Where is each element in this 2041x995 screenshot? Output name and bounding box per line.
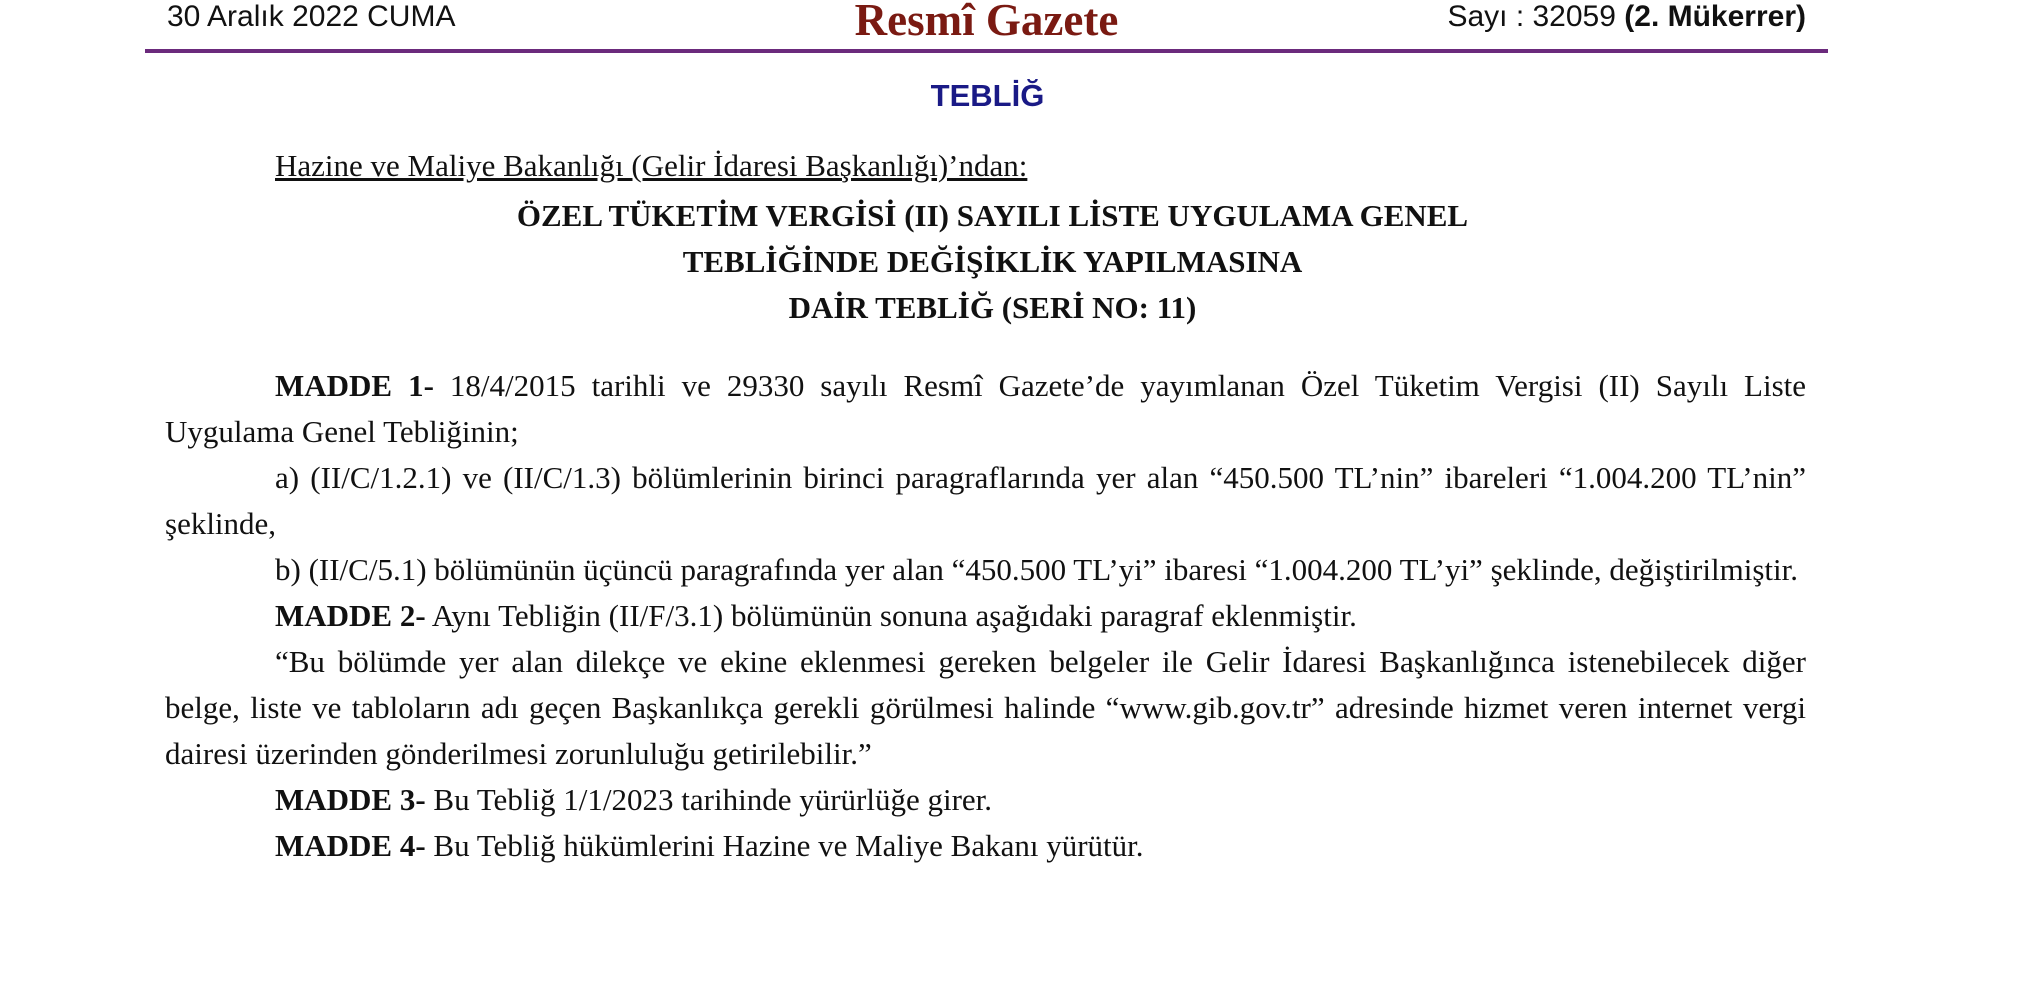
- issue-suffix: (2. Mükerrer): [1624, 0, 1806, 33]
- document-body: [165, 143, 1806, 869]
- article-label: MADDE 2-: [275, 598, 426, 633]
- document-title-line: ÖZEL TÜKETİM VERGİSİ (II) SAYILI LİSTE UYGULAMA GENEL: [516, 198, 1469, 233]
- article-text: Bu Tebliğ 1/1/2023 tarihinde yürürlüğe girer.: [433, 782, 993, 817]
- issue-number: [1447, 0, 1806, 34]
- spacer: [165, 331, 1806, 363]
- issuer-line: Hazine ve Maliye Bakanlığı (Gelir İdaresi Başkanlığı)’ndan:: [275, 148, 1028, 183]
- article-label: MADDE 3-: [275, 782, 426, 817]
- article-3: [165, 777, 1806, 823]
- section-heading: TEBLİĞ: [930, 78, 1045, 113]
- document-title-line: DAİR TEBLİĞ (SERİ NO: 11): [788, 290, 1197, 325]
- article-text: 18/4/2015 tarihli ve 29330 sayılı Resmî Gazete’de yayımlanan Özel Tüketim Vergisi (II) Sayılı Liste Uygulama Genel Tebliğinin;: [165, 368, 1807, 449]
- document-title-line: TEBLİĞİNDE DEĞİŞİKLİK YAPILMASINA: [682, 244, 1303, 279]
- publication-date: 30 Aralık 2022 CUMA: [167, 0, 456, 33]
- article-2-quote: “Bu bölümde yer alan dilekçe ve ekine eklenmesi gereken belgeler ile Gelir İdaresi Başkanlığınca istenebilecek diğer belge, liste ve tabloların adı geçen Başkanlıkça gerekli görülmesi halinde “www.gib.gov.tr” adresinde hizmet veren internet vergi dairesi üzerinden gönderilmesi zorunluluğu getirilebilir.”: [165, 644, 1806, 771]
- article-label: MADDE 1-: [275, 368, 434, 403]
- issue-prefix: Sayı : 32059: [1447, 0, 1616, 33]
- article-2: [165, 593, 1806, 639]
- article-4: [165, 823, 1806, 869]
- article-label: MADDE 4-: [275, 828, 426, 863]
- article-1: [165, 363, 1806, 455]
- header-divider: [145, 49, 1828, 53]
- document-title: [179, 193, 1806, 331]
- gazette-header: [145, 0, 1828, 48]
- gazette-title: Resmî Gazete: [854, 0, 1119, 45]
- article-text: Aynı Tebliğin (II/F/3.1) bölümünün sonuna aşağıdaki paragraf eklenmiştir.: [431, 598, 1357, 633]
- article-text: Bu Tebliğ hükümlerini Hazine ve Maliye Bakanı yürütür.: [433, 828, 1144, 863]
- article-1-item-b: b) (II/C/5.1) bölümünün üçüncü paragrafında yer alan “450.500 TL’yi” ibaresi “1.004.200 TL’yi” şeklinde, değiştirilmiştir.: [275, 552, 1798, 587]
- article-1-item-a: a) (II/C/1.2.1) ve (II/C/1.3) bölümlerinin birinci paragraflarında yer alan “450.500 TL’nin” ibareleri “1.004.200 TL’nin” şeklinde,: [165, 460, 1806, 541]
